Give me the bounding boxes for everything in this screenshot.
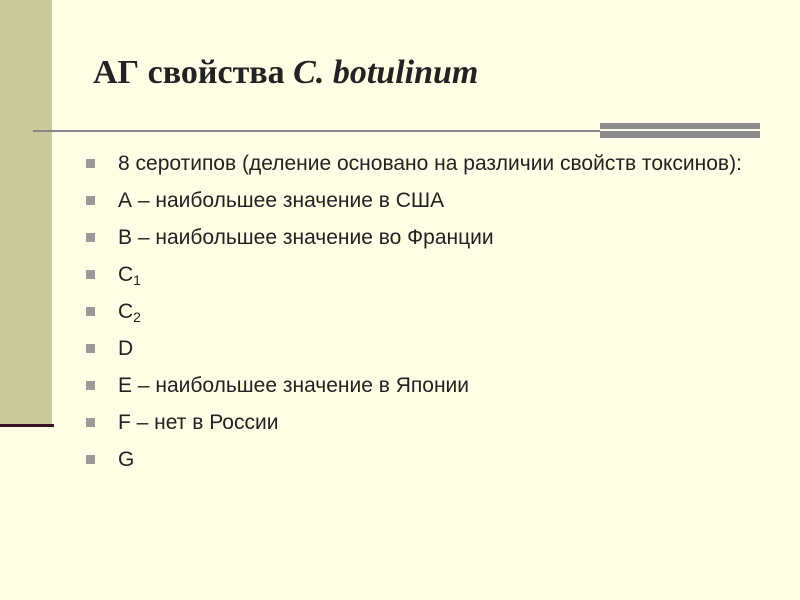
bullet-square-icon xyxy=(86,381,95,390)
bullet-item xyxy=(86,372,766,399)
bullet-subscript: 1 xyxy=(133,272,141,288)
bullet-item xyxy=(86,187,766,214)
bullet-item xyxy=(86,335,766,362)
bullet-item xyxy=(86,261,766,288)
bullet-square-icon xyxy=(86,159,95,168)
bullet-text: С xyxy=(118,300,134,323)
bullet-text: 8 серотипов (деление основано на различии свойств токсинов): xyxy=(118,152,742,175)
bullet-text: С xyxy=(118,263,134,286)
title-prefix: АГ свойства xyxy=(93,54,294,91)
bullet-text: В – наибольшее значение во Франции xyxy=(118,226,494,249)
bullet-square-icon xyxy=(86,233,95,242)
bullet-list xyxy=(86,150,766,483)
bullet-text: E – наибольшее значение в Японии xyxy=(118,374,470,397)
bullet-item xyxy=(86,446,766,473)
bullet-square-icon xyxy=(86,196,95,205)
divider-accent-block xyxy=(600,123,760,138)
side-line xyxy=(0,424,54,427)
title-species: C. botulinum xyxy=(293,54,479,91)
bullet-text: D xyxy=(118,337,134,360)
bullet-text: F – нет в России xyxy=(118,411,279,434)
bullet-square-icon xyxy=(86,270,95,279)
bullet-item xyxy=(86,409,766,436)
slide-title xyxy=(93,54,478,92)
bullet-square-icon xyxy=(86,418,95,427)
bullet-item xyxy=(86,224,766,251)
bullet-square-icon xyxy=(86,455,95,464)
bullet-text: А – наибольшее значение в США xyxy=(118,189,445,212)
bullet-square-icon xyxy=(86,307,95,316)
bullet-subscript: 2 xyxy=(133,309,141,325)
bullet-text: G xyxy=(118,448,135,471)
bullet-square-icon xyxy=(86,344,95,353)
bullet-item xyxy=(86,298,766,325)
side-band xyxy=(0,0,52,425)
bullet-item xyxy=(86,150,766,177)
